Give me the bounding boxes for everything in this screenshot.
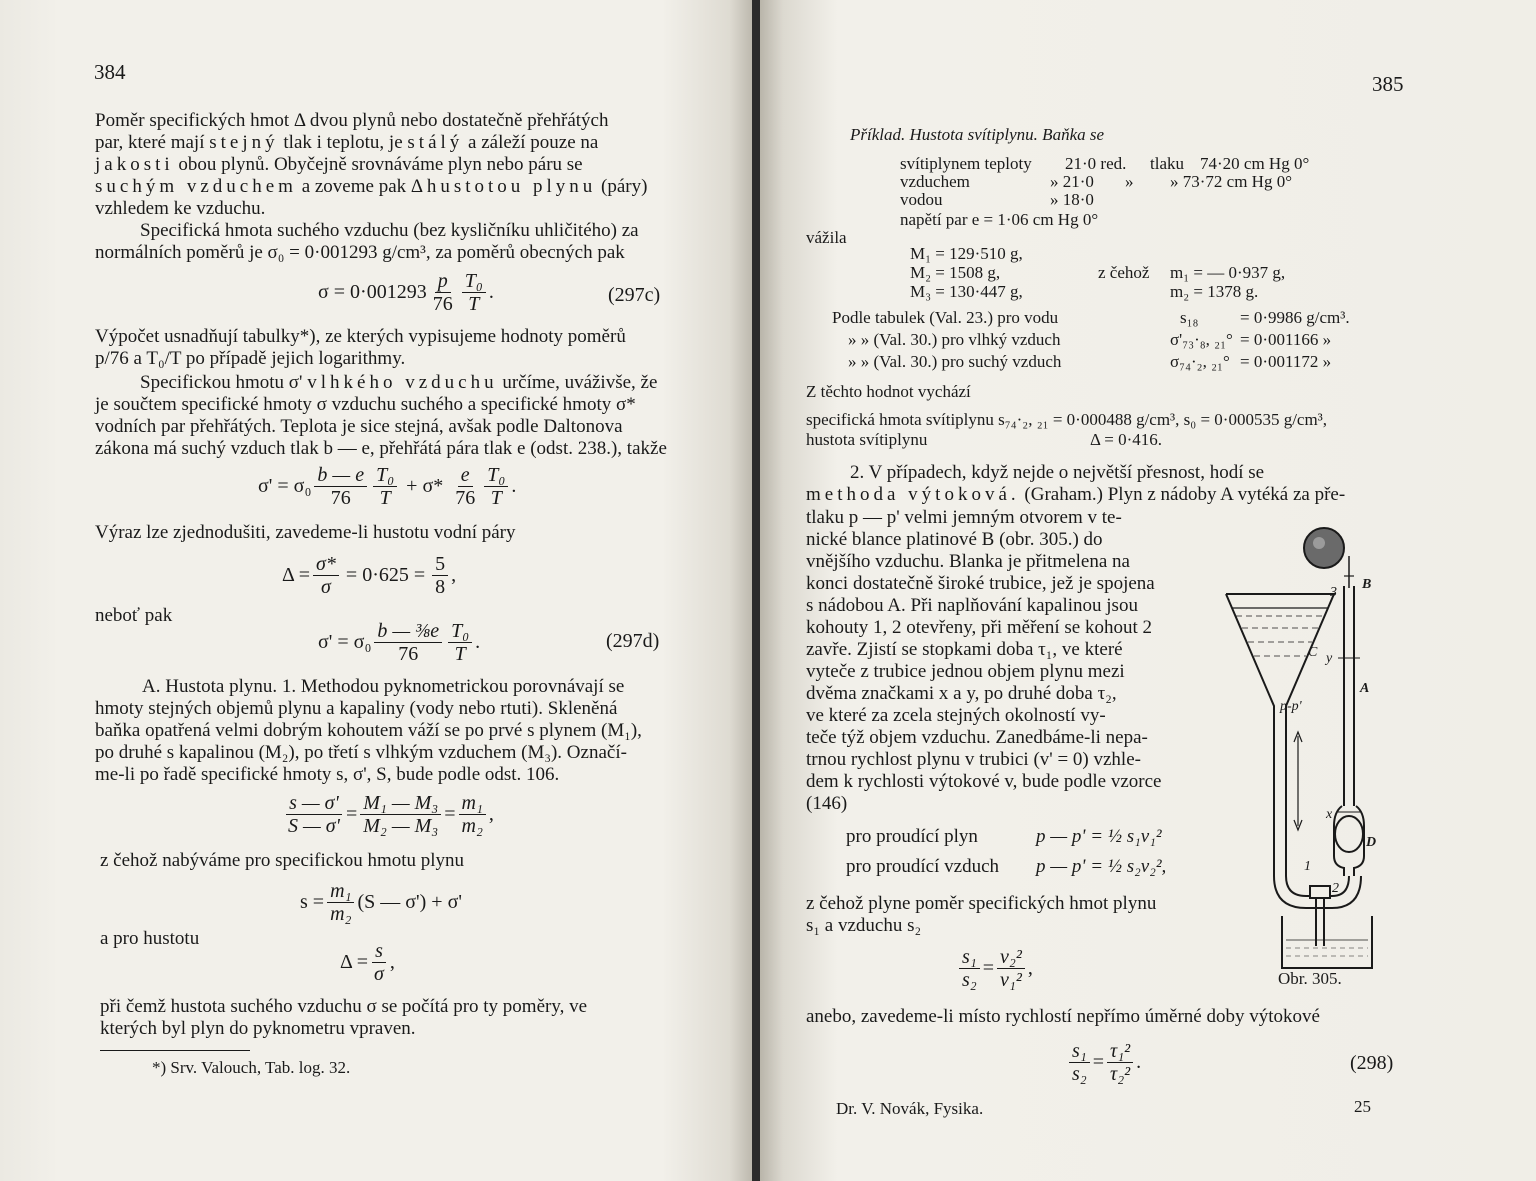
text-line: pro proudící vzduch [846, 856, 1000, 877]
label-x: x [1326, 807, 1333, 822]
text-line: suchým vzduchem a zoveme pak Δ hustotou plynu (páry) [95, 176, 648, 197]
text-line: ve které za zcela stejných okolností vy- [806, 705, 1106, 726]
text-line: A. Hustota plynu. 1. Methodou pyknometrickou porovnávají se [142, 676, 625, 697]
right-page [760, 0, 1536, 1181]
table-cell: vzduchem [900, 172, 970, 191]
text-line: je součtem specifické hmoty σ vzduchu suchého a specifické hmoty σ* [95, 394, 636, 415]
text-line: pro proudící plyn [846, 826, 978, 847]
text-line: Výpočet usnadňují tabulky*), ze kterých vypisujeme hodnoty poměrů [95, 326, 626, 347]
label-a: A [1360, 681, 1370, 696]
text-line: kohouty 1, 2 otevřeny, při měření se kohout 2 [806, 617, 1152, 638]
table-cell: » [1125, 172, 1134, 191]
text-line: po druhé s kapalinou (M₂), po třetí s vlhkým vzduchem (M₃). Označí- [95, 742, 627, 763]
page-number: 385 [1372, 72, 1404, 96]
table-cell: = 0·9986 g/cm³. [1240, 308, 1350, 327]
mass-line: m₂ = 1378 g. [1170, 282, 1259, 301]
text-line: baňka opatřená velmi dobrým kohoutem váží se po prvé s plynem (M₁), [95, 720, 642, 741]
equation-flow-air: p — p' = ½ s₂v₂², [1036, 856, 1167, 877]
footer-signature: 25 [1354, 1097, 1371, 1116]
text-line: vodních par přehřátých. Teplota je sice stejná, avšak podle Daltonova [95, 416, 623, 437]
label-2: 2 [1332, 881, 1339, 896]
text-line: methoda výtoková. (Graham.) Plyn z nádoby A vytéká za pře- [806, 484, 1346, 505]
text-line: specifická hmota svítiplynu s₇₄·₂, ₂₁ = 0·000488 g/cm³, s₀ = 0·000535 g/cm³, [806, 410, 1328, 429]
text-line: s₁ a vzduchu s₂ [806, 915, 922, 936]
funnel-c [1226, 594, 1334, 876]
table-cell: » 73·72 cm Hg 0° [1170, 172, 1293, 191]
equation-s: s = $\frac{\text{m₁}}{\text{m₂}}$ (S — σ') + σ' [300, 880, 462, 925]
figure-caption: Obr. 305. [1278, 969, 1342, 988]
text-line: tlaku p — p' velmi jemným otvorem v te- [806, 507, 1122, 528]
equation-297d: σ' = σ₀ $\frac{\text{b — ⅜e}}{76}$ $\frac{\text{T₀}}{T}$ . [318, 620, 481, 665]
mass-line: M₃ = 130·447 g, [910, 282, 1023, 301]
text-line: z čehož nabýváme pro specifickou hmotu plynu [100, 850, 465, 871]
text-line: napětí par e = 1·06 cm Hg 0° [900, 210, 1099, 229]
text-line: jakosti obou plynů. Obyčejně srovnáváme plyn nebo páru se [95, 154, 583, 175]
label-c: C [1308, 645, 1318, 660]
text-line: par, které mají stejný tlak i teplotu, je stálý a záleží pouze na [95, 132, 599, 153]
text-line: trnou rychlost plynu v trubici (v' = 0) vzhle- [806, 749, 1141, 770]
table-cell: » 18·0 [1050, 190, 1094, 209]
table-cell: tlaku [1150, 154, 1184, 173]
table-cell: 74·20 cm Hg 0° [1200, 154, 1310, 173]
text-line: Z těchto hodnot vychází [806, 382, 971, 401]
table-cell: = 0·001172 » [1240, 352, 1332, 371]
table-cell: » » (Val. 30.) pro suchý vzduch [848, 352, 1062, 371]
text-line: hustota svítiplynu [806, 430, 928, 449]
footer-author: Dr. V. Novák, Fysika. [836, 1099, 984, 1118]
text-line: dvěma značkami x a y, po druhé doba τ₂, [806, 683, 1117, 704]
equation-velocity: $\frac{\text{s₁}}{\text{s₂}}$ = $\frac{\text{v₂²}}{\text{v₁²}}$ , [956, 946, 1033, 991]
beaker [1282, 916, 1372, 968]
mass-line: M₂ = 1508 g, [910, 263, 1001, 282]
page-number: 384 [94, 60, 126, 84]
mass-line: M₁ = 129·510 g, [910, 244, 1023, 263]
table-cell: s₁₈ [1180, 308, 1199, 327]
text-line: anebo, zavedeme-li místo rychlostí nepřímo úměrné doby výtokové [806, 1006, 1320, 1027]
equation-delta-2: Δ = $\frac{s}{\sigma}$ , [340, 940, 395, 985]
text-line: nické blance platinové B (obr. 305.) do [806, 529, 1103, 550]
label-y: y [1326, 651, 1333, 666]
footnote: *) Srv. Valouch, Tab. log. 32. [152, 1058, 351, 1077]
equation-delta: Δ = $\frac{\sigma*}{\sigma}$ = 0·625 = $\frac{5}{8}$ , [282, 553, 457, 598]
equation-sigma: σ' = σ₀ $\frac{b — e}{76}$ $\frac{\text{T₀}}{T}$ + σ* $\frac{e}{76}$ $\frac{\text{T₀}}{T}$ . [258, 464, 517, 509]
text-line: z čehož plyne poměr specifických hmot plynu [806, 893, 1157, 914]
table-cell: = 0·001166 » [1240, 330, 1332, 349]
text-line: Poměr specifických hmot Δ dvou plynů nebo dostatečně přehřátých [95, 110, 609, 131]
text-line: a pro hustotu [100, 928, 200, 949]
text-line: Δ = 0·416. [1090, 430, 1162, 449]
text-line: 2. V případech, když nejde o největší přesnost, hodí se [850, 462, 1265, 483]
example-title: Příklad. Hustota svítiplynu. Baňka se [850, 125, 1105, 144]
table-cell: Podle tabulek (Val. 23.) pro vodu [832, 308, 1059, 327]
text-line: s nádobou A. Při naplňování kapalinou jsou [806, 595, 1138, 616]
label-b: B [1362, 577, 1372, 592]
mass-line: m₁ = — 0·937 g, [1170, 263, 1286, 282]
equation-number: (298) [1350, 1052, 1394, 1074]
text-line: Specifickou hmotu σ' vlhkého vzduchu určíme, uváživše, že [140, 372, 658, 393]
text-line: konci dostatečně široké trubice, jež je spojena [806, 573, 1155, 594]
table-cell: vodou [900, 190, 943, 209]
table-cell: » » (Val. 30.) pro vlhký vzduch [848, 330, 1061, 349]
equation-number: (297c) [608, 284, 661, 306]
text-line: vyteče z trubice jednou objem plynu mezi [806, 661, 1125, 682]
text-line: při čemž hustota suchého vzduchu σ se počítá pro ty poměry, ve [100, 996, 588, 1017]
text-line: neboť pak [95, 605, 173, 626]
figure-305-apparatus [1222, 516, 1412, 978]
equation-297c: σ = 0·001293 $\frac{p}{76}$ $\frac{\text{T₀}}{T}$ . [318, 270, 494, 315]
table-cell: » 21·0 [1050, 172, 1094, 191]
label-3: 3 [1330, 585, 1337, 600]
text-line: dem k rychlosti výtokové v, bude podle vzorce [806, 771, 1162, 792]
equation-number: (297d) [606, 630, 660, 652]
text-line: vnějšího vzduchu. Blanka je přitmelena na [806, 551, 1130, 572]
text-line: vzhledem ke vzduchu. [95, 198, 266, 219]
label-1: 1 [1304, 859, 1311, 874]
equation-298: $\frac{\text{s₁}}{\text{s₂}}$ = $\frac{\text{τ₁²}}{\text{τ₂²}}$ . [1066, 1040, 1141, 1085]
left-page [0, 0, 752, 1181]
text-line: Specifická hmota suchého vzduchu (bez kysličníku uhličitého) za [140, 220, 639, 241]
text-line: hmoty stejných objemů plynu a kapaliny (vody nebo rtuti). Skleněná [95, 698, 618, 719]
sphere-b [1304, 528, 1344, 568]
text-line: vážila [806, 228, 847, 247]
text-line: me-li po řadě specifické hmoty s, σ', S, bude podle odst. 106. [95, 764, 560, 785]
table-cell: 21·0 red. [1065, 154, 1127, 173]
table-cell: σ₇₄·₂, ₂₁° [1170, 352, 1230, 371]
text-line: zákona má suchý vzduch tlak b — e, přehřátá pára tlak e (odst. 238.), takže [95, 438, 667, 459]
table-cell: σ'₇₃·₈, ₂₁° [1170, 330, 1233, 349]
text-line: p/76 a T₀/T po případě jejich logarithmy. [95, 348, 406, 369]
text-line: kterých byl plyn do pyknometru vpraven. [100, 1018, 416, 1039]
footnote-rule [100, 1050, 250, 1051]
text-line: zavře. Zjistí se stopkami doba τ₁, ve které [806, 639, 1123, 660]
equation-ratio: $\frac{s — \sigma'}{S — \sigma'}$ = $\frac{\text{M₁ — M₃}}{\text{M₂ — M₃}}$ = $\frac{\text{m₁}}{\text{m₂}}$ , [288, 792, 494, 837]
equation-flow-gas: p — p' = ½ s₁v₁² [1036, 826, 1162, 847]
text-line: (146) [806, 793, 848, 814]
text-line: z čehož [1098, 263, 1150, 282]
label-d: D [1366, 835, 1377, 850]
text-line: teče týž objem vzduchu. Zanedbáme-li nepa- [806, 727, 1148, 748]
text-line: normálních poměrů je σ₀ = 0·001293 g/cm³, za poměrů obecných pak [95, 242, 625, 263]
text-line: Výraz lze zjednodušiti, zavedeme-li hustotu vodní páry [95, 522, 516, 543]
label-p-p: p-p' [1280, 699, 1302, 714]
table-cell: svítiplynem teploty [900, 154, 1032, 173]
